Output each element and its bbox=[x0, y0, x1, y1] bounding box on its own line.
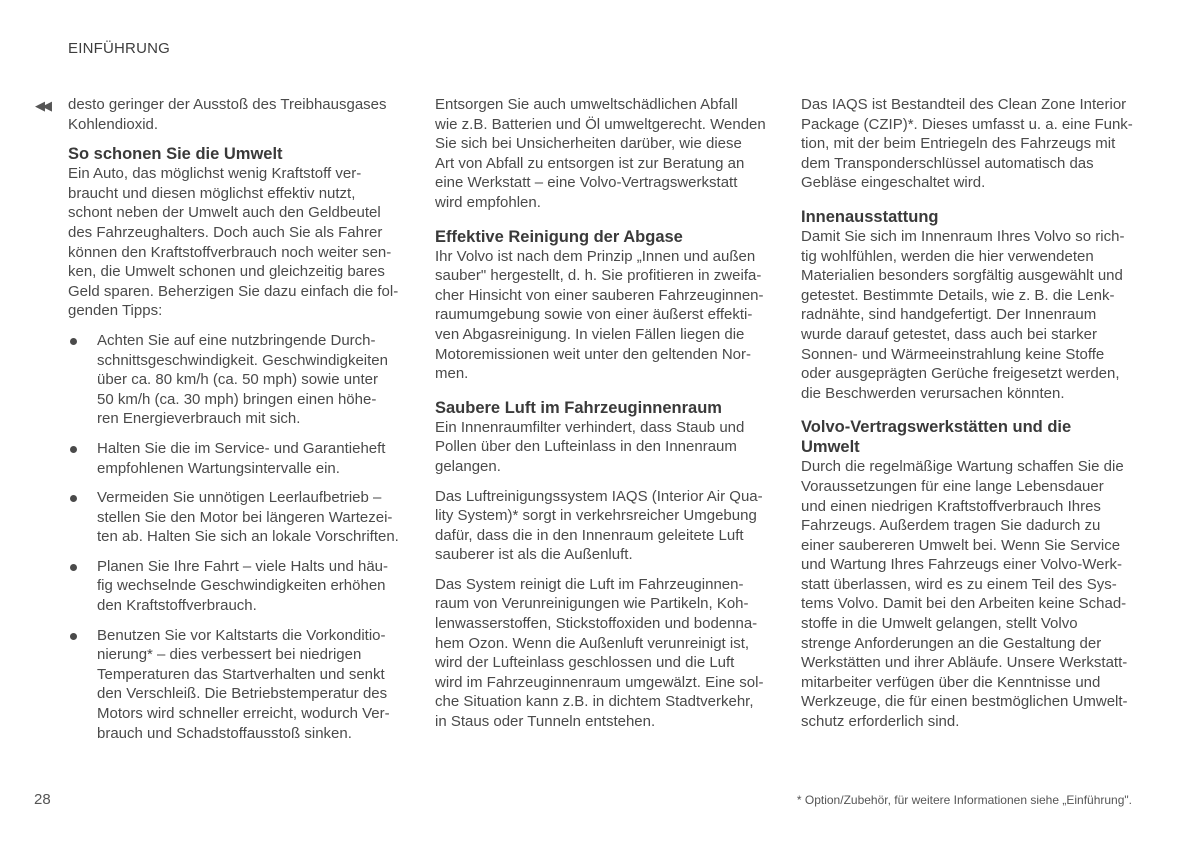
heading-so-schonen-sie-die-umwelt: So schonen Sie die Umwelt bbox=[68, 145, 283, 164]
section-title: EINFÜHRUNG bbox=[68, 40, 170, 57]
text-line: lenwasserstoffen, Stickstoffoxiden und bodenna- bbox=[435, 615, 758, 633]
text-line: Werkstätten und ihrer Abläufe. Unsere Werkstatt- bbox=[801, 654, 1128, 672]
text-line: Ein Auto, das möglichst wenig Kraftstoff ver- bbox=[68, 165, 362, 183]
text-line: Geld sparen. Beherzigen Sie dazu einfach die fol- bbox=[68, 282, 399, 300]
text-line: in Staus oder Tunneln entstehen. bbox=[435, 713, 656, 731]
text-line: mitarbeiter verfügen über die Kenntnisse und bbox=[801, 673, 1101, 691]
text-line: strenge Anforderungen an die Gestaltung der bbox=[801, 634, 1102, 652]
text-line: dem Transponderschlüssel automatisch das bbox=[801, 154, 1094, 172]
text-line: Kohlendioxid. bbox=[68, 115, 159, 133]
heading-line: Volvo-Vertragswerkstätten und die bbox=[801, 418, 1072, 437]
heading-saubere-luft: Saubere Luft im Fahrzeuginnenraum bbox=[435, 398, 722, 417]
column-2 bbox=[435, 95, 780, 742]
tip-list-item bbox=[68, 557, 413, 616]
text-line: oder ausgeprägten Gerüche freigesetzt werden, bbox=[801, 365, 1120, 383]
text-line: Entsorgen Sie auch umweltschädlichen Abfall bbox=[435, 96, 738, 113]
text-line: ven Abgasreinigung. In vielen Fällen liegen die bbox=[435, 325, 745, 343]
tip-list-item bbox=[68, 439, 413, 478]
text-line: Planen Sie Ihre Fahrt – viele Halts und häu- bbox=[97, 557, 388, 575]
text-line: tion, mit der beim Entriegeln des Fahrzeugs mit bbox=[801, 135, 1116, 153]
text-line: Pollen über den Lufteinlass in den Innenraum bbox=[435, 438, 737, 456]
text-line: Motors wird schneller erreicht, wodurch Ver- bbox=[97, 705, 390, 723]
text-line: schont neben der Umwelt auch den Geldbeutel bbox=[68, 204, 381, 222]
tip-text bbox=[97, 488, 413, 547]
column-1 bbox=[68, 95, 413, 753]
body-paragraph bbox=[435, 418, 780, 477]
body-paragraph bbox=[801, 457, 1146, 731]
text-line: empfohlenen Wartungsintervalle ein. bbox=[97, 459, 340, 477]
text-line: Voraussetzungen für eine lange Lebensdauer bbox=[801, 477, 1104, 495]
text-line: Fahrzeugs. Außerdem tragen Sie dadurch zu bbox=[801, 517, 1101, 535]
bullet-icon bbox=[70, 446, 77, 453]
text-line: Durch die regelmäßige Wartung schaffen Sie die bbox=[801, 458, 1124, 476]
text-line: Temperaturen das Startverhalten und senkt bbox=[97, 665, 385, 683]
text-line: des Fahrzeughalters. Doch auch Sie als Fahrer bbox=[68, 223, 383, 241]
text-line: tig wohlfühlen, werden die hier verwendeten bbox=[801, 247, 1094, 265]
bullet-icon bbox=[70, 338, 77, 345]
tip-text bbox=[97, 331, 413, 429]
text-line: statt überlassen, wird es zu einem Teil des Sys- bbox=[801, 575, 1117, 593]
text-line: Ein Innenraumfilter verhindert, dass Staub und bbox=[435, 418, 745, 436]
text-line: Package (CZIP)*. Dieses umfasst u. a. eine Funk- bbox=[801, 115, 1133, 133]
text-line: Vermeiden Sie unnötigen Leerlaufbetrieb – bbox=[97, 489, 382, 507]
body-paragraph bbox=[68, 164, 413, 321]
text-line: Benutzen Sie vor Kaltstarts die Vorkonditio- bbox=[97, 626, 386, 644]
heading-innenausstattung: Innenausstattung bbox=[801, 207, 939, 226]
text-line: braucht und diesen möglichst effektiv nutzt, bbox=[68, 184, 356, 202]
text-line: brauch und Schadstoffausstoß sinken. bbox=[97, 724, 352, 742]
text-line: fig wechselnde Geschwindigkeiten erhöhen bbox=[97, 577, 386, 595]
text-line: Das IAQS ist Bestandteil des Clean Zone Interior bbox=[801, 96, 1127, 113]
column-3 bbox=[801, 95, 1146, 742]
text-line: stellen Sie den Motor bei längeren Wartezei- bbox=[97, 508, 393, 526]
intro-paragraph bbox=[801, 95, 1146, 193]
text-line: tems Volvo. Damit bei den Arbeiten keine Schad- bbox=[801, 595, 1127, 613]
tip-list-item bbox=[68, 626, 413, 744]
text-line: wurde darauf getestet, dass auch bei starker bbox=[801, 325, 1098, 343]
text-line: ken, die Umwelt schonen und gleichzeitig bares bbox=[68, 263, 385, 281]
text-line: hem Ozon. Wenn die Außenluft verunreinigt ist, bbox=[435, 634, 750, 652]
page-number: 28 bbox=[34, 791, 51, 808]
text-line: Sie sich bei Unsicherheiten darüber, wie diese bbox=[435, 135, 742, 153]
body-paragraph bbox=[435, 575, 780, 732]
body-paragraph bbox=[435, 247, 780, 384]
text-line: getestet. Bestimmte Details, wie z. B. die Lenk- bbox=[801, 286, 1115, 304]
body-paragraph bbox=[801, 227, 1146, 403]
text-line: wird empfohlen. bbox=[435, 193, 541, 211]
text-line: die Beschwerden verursachen könnten. bbox=[801, 384, 1065, 402]
text-line: gelangen. bbox=[435, 457, 501, 475]
tip-text bbox=[97, 557, 413, 616]
text-line: Werkzeuge, die für einen bestmöglichen Umwelt- bbox=[801, 693, 1128, 711]
tips-list bbox=[68, 331, 413, 743]
text-line: Gebläse eingeschaltet wird. bbox=[801, 174, 986, 192]
heading-effektive-reinigung: Effektive Reinigung der Abgase bbox=[435, 227, 683, 246]
text-line: stoffe in die Umwelt gelangen, stellt Volvo bbox=[801, 615, 1078, 633]
tip-list-item bbox=[68, 331, 413, 429]
text-line: schutz erforderlich sind. bbox=[801, 713, 960, 731]
text-line: genden Tipps: bbox=[68, 302, 163, 320]
text-line: wie z.B. Batterien und Öl umweltgerecht. Wenden bbox=[435, 115, 766, 133]
text-line: raum von Verunreinigungen wie Partikeln, Koh- bbox=[435, 595, 749, 613]
text-line: 50 km/h (ca. 30 mph) bringen einen höhe- bbox=[97, 390, 377, 408]
text-line: Materialien besonders sorgfältig ausgewählt und bbox=[801, 267, 1123, 285]
text-line: wird im Fahrzeuginnenraum umgewälzt. Eine sol- bbox=[435, 673, 764, 691]
text-line: ren Energieverbrauch mit sich. bbox=[97, 410, 301, 428]
bullet-icon bbox=[70, 633, 77, 640]
tip-list-item bbox=[68, 488, 413, 547]
bullet-icon bbox=[70, 495, 77, 502]
text-line: wird der Lufteinlass geschlossen und die Luft bbox=[435, 654, 735, 672]
text-line: Das System reinigt die Luft im Fahrzeuginnen- bbox=[435, 575, 744, 593]
text-line: einer saubereren Umwelt bei. Wenn Sie Service bbox=[801, 536, 1121, 554]
text-line: den Verschleiß. Die Betriebstemperatur des bbox=[97, 685, 388, 703]
body-paragraph bbox=[435, 487, 780, 565]
text-line: eine Werkstatt – eine Volvo-Vertragswerkstatt bbox=[435, 174, 738, 192]
text-line: cher Hinsicht von einer sauberen Fahrzeuginnen- bbox=[435, 286, 764, 304]
text-line: Damit Sie sich im Innenraum Ihres Volvo so rich- bbox=[801, 227, 1125, 245]
text-line: nierung* – dies verbessert bei niedrigen bbox=[97, 646, 362, 664]
text-line: Achten Sie auf eine nutzbringende Durch- bbox=[97, 331, 376, 349]
heading-line: Umwelt bbox=[801, 438, 860, 457]
intro-paragraph bbox=[435, 95, 780, 213]
text-line: Ihr Volvo ist nach dem Prinzip „Innen und außen bbox=[435, 247, 756, 265]
text-line: Sonnen- und Wärmeeinstrahlung keine Stoffe bbox=[801, 345, 1105, 363]
text-line: Motoremissionen weit unter den geltenden Nor- bbox=[435, 345, 752, 363]
text-line: können den Kraftstoffverbrauch noch weiter sen- bbox=[68, 243, 392, 261]
footnote: * Option/Zubehör, für weitere Informationen siehe „Einführung". bbox=[796, 793, 1132, 807]
text-line: den Kraftstoffverbrauch. bbox=[97, 597, 257, 615]
text-line: che Situation kann z.B. in dichtem Stadtverkehr, bbox=[435, 693, 754, 711]
tip-text bbox=[97, 626, 413, 744]
text-line: über ca. 80 km/h (ca. 50 mph) sowie unter bbox=[97, 371, 378, 389]
continued-from-previous-page-icon: ◀◀ bbox=[35, 98, 49, 113]
text-line: desto geringer der Ausstoß des Treibhausgases bbox=[68, 96, 387, 113]
intro-paragraph bbox=[68, 95, 413, 134]
text-line: sauber" hergestellt, d. h. Sie profitieren in zweifa- bbox=[435, 267, 762, 285]
text-line: radnähte, sind handgefertigt. Der Innenraum bbox=[801, 306, 1097, 324]
text-line: Art von Abfall zu entsorgen ist zur Beratung an bbox=[435, 154, 745, 172]
heading-volvo-vertragswerkstaetten bbox=[801, 417, 1146, 457]
bullet-icon bbox=[70, 564, 77, 571]
text-line: sauberer ist als die Außenluft. bbox=[435, 546, 633, 564]
text-line: schnittsgeschwindigkeit. Geschwindigkeiten bbox=[97, 351, 388, 369]
text-line: Das Luftreinigungssystem IAQS (Interior Air Qua- bbox=[435, 487, 763, 505]
tip-text bbox=[97, 439, 413, 478]
text-line: men. bbox=[435, 365, 469, 383]
text-line: und einen niedrigen Kraftstoffverbrauch Ihres bbox=[801, 497, 1101, 515]
text-line: und Wartung Ihres Fahrzeugs einer Volvo-Werk- bbox=[801, 556, 1122, 574]
text-line: raumumgebung sowie von einer äußerst effekti- bbox=[435, 306, 753, 324]
text-line: Halten Sie die im Service- und Garantieheft bbox=[97, 439, 386, 457]
text-line: ten ab. Halten Sie sich an lokale Vorschriften. bbox=[97, 528, 399, 546]
text-line: dafür, dass die in den Innenraum geleitete Luft bbox=[435, 526, 744, 544]
text-line: lity System)* sorgt in verkehrsreicher Umgebung bbox=[435, 507, 757, 525]
